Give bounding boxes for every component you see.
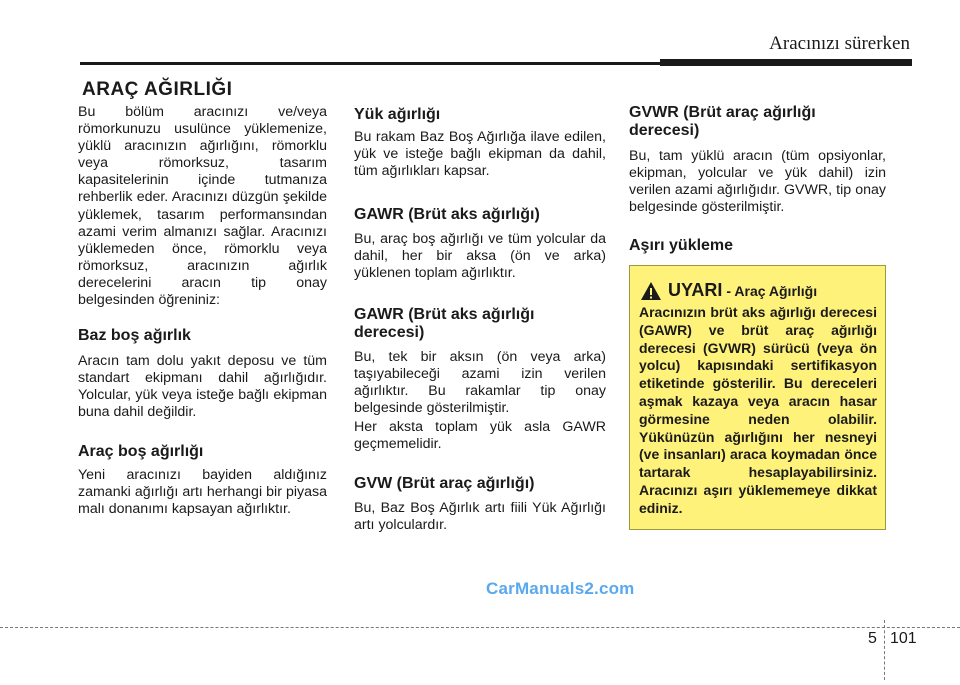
paragraph-arac-bos-agirligi: Yeni aracınızı bayiden aldığınız zamanki ağırlığı artı herhangi bir piyasa malı donanımı kapsayan ağırlıktır.: [78, 467, 327, 518]
paragraph-gawr-limit: Her aksta toplam yük asla GAWR geçmemelidir.: [354, 419, 606, 453]
heading-yuk-agirligi: Yük ağırlığı: [354, 106, 441, 123]
warning-header: [640, 280, 817, 301]
section-header: Aracınızı sürerken: [769, 33, 910, 54]
heading-gvwr: GVWR (Brüt araç ağırlığı derecesi): [629, 104, 816, 139]
chapter-number: 5: [868, 630, 877, 647]
heading-gawr-derecesi: GAWR (Brüt aks ağırlığı derecesi): [354, 306, 535, 341]
page-title: ARAÇ AĞIRLIĞI: [82, 79, 233, 100]
warning-text: Aracınızın brüt aks ağırlığı derecesi (GAWR) ve brüt araç ağırlığı derecesi (GVWR) sürücü (veya ön yolcu) kapısındaki sertifikasyon etiketinde gösterilir. Bu dereceleri aşmak kazaya veya aracın hasar görmesine neden olabilir. Yükünüzün ağırlığını her nesneyi (ve insanları) araca koymadan önce tartarak hesaplayabilirsiniz. Aracınızı aşırı yüklememeye dikkat ediniz.: [639, 304, 877, 516]
warning-subtitle: - Araç Ağırlığı: [726, 282, 818, 299]
heading-gawr: GAWR (Brüt aks ağırlığı): [354, 206, 540, 223]
paragraph-gawr: Bu, araç boş ağırlığı ve tüm yolcular da dahil, her bir aksa (ön ve arka) yüklenen toplam ağırlıktır.: [354, 231, 606, 282]
warning-triangle-icon: [640, 281, 662, 301]
intro-paragraph: Bu bölüm aracınızı ve/veya römorkunuzu usulünce yüklemenize, yüklü aracınızın ağırlığını, römorklu veya römorksuz, tasarım kapasitelerinin içinde tutmanıza rehberlik eder. Aracınızı düzgün şekilde yüklemek, tasarım performansından azami verim almanızı sağlar. Aracınızı yüklemeden önce, römorklu veya römorksuz, aracınızın ağırlık derecelerini aracın tip onay belgesinden öğreniniz:: [78, 104, 327, 309]
paragraph-baz-bos-agirlik: Aracın tam dolu yakıt deposu ve tüm standart ekipmanı dahil ağırlığıdır. Yolcular, yük veya isteğe bağlı ekipman buna dahil değildir.: [78, 353, 327, 421]
footer-rule: [0, 627, 960, 628]
warning-title: UYARI: [668, 280, 723, 300]
paragraph-yuk-agirligi: Bu rakam Baz Boş Ağırlığa ilave edilen, yük ve isteğe bağlı ekipman da dahil, tüm ağırlıkları kapsar.: [354, 129, 606, 180]
heading-baz-bos-agirlik: Baz boş ağırlık: [78, 327, 191, 344]
paragraph-gvw: Bu, Baz Boş Ağırlık artı fiili Yük Ağırlığı artı yolculardır.: [354, 500, 606, 534]
paragraph-gawr-derecesi: Bu, tek bir aksın (ön veya arka) taşıyabileceği azami izin verilen ağırlıktır. Bu rakamlar tip onay belgesinde gösterilmiştir.: [354, 349, 606, 417]
warning-box: [629, 265, 886, 530]
paragraph-gvwr: Bu, tam yüklü aracın (tüm opsiyonlar, ekipman, yolcular ve yük dahil) izin verilen azami ağırlığıdır. GVWR, tip onay belgesinde gösterilmiştir.: [629, 148, 886, 216]
page-number: 101: [890, 630, 917, 647]
header-rule: [80, 62, 660, 65]
heading-arac-bos-agirligi: Araç boş ağırlığı: [78, 443, 204, 460]
watermark[interactable]: CarManuals2.com: [486, 579, 635, 598]
heading-asiri-yukleme: Aşırı yükleme: [629, 237, 734, 254]
header-rule-thick: [660, 59, 912, 66]
heading-gvw: GVW (Brüt araç ağırlığı): [354, 475, 535, 492]
footer-divider: [884, 620, 885, 680]
